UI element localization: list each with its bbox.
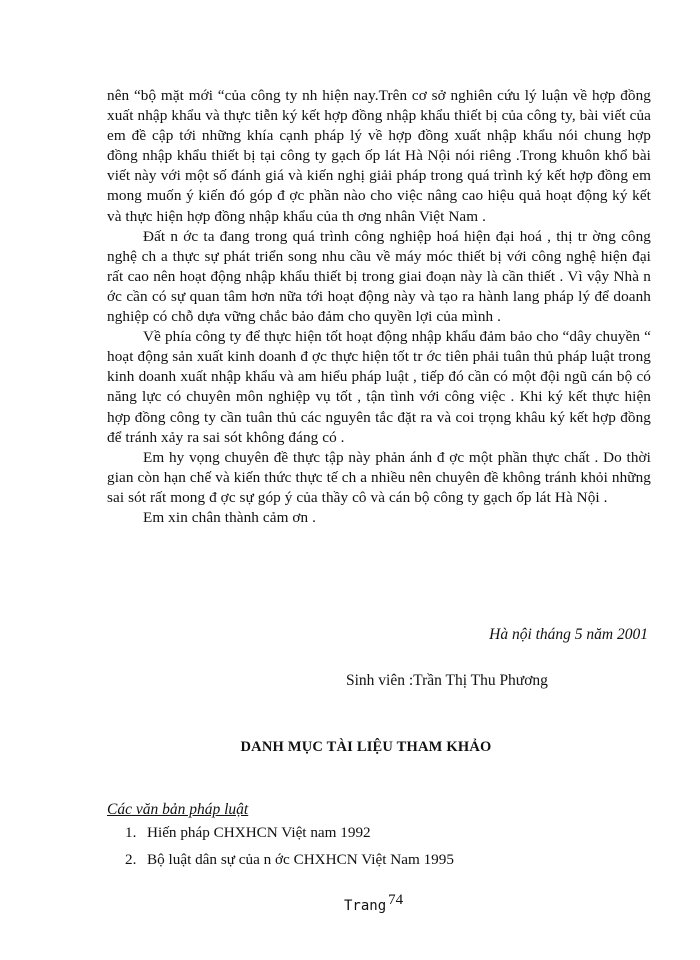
paragraph-3: Về phía công ty để thực hiện tốt hoạt động nhập khẩu đảm bảo cho “dây chuyền “ hoạt động sản xuất kinh doanh đ ợc thực hiện tốt tr ớc tiên phải tuân thủ pháp luật trong kinh doanh xuất nhập khẩu và am hiểu pháp luật , tiếp đó cần có một đội ngũ cán bộ có năng lực có chuyên môn nghiệp vụ tốt , tận tình với công việc . Khi ký kết thực hiện hợp đồng công ty cần tuân thủ các nguyên tắc đặt ra và coi trọng khâu ký kết hợp đồng để tránh xảy ra sai sót không đáng có . [107,328,651,446]
reference-text: Bộ luật dân sự của n ớc CHXHCN Việt Nam 1995 [147,851,454,868]
paragraph-4: Em hy vọng chuyên đề thực tập này phản ánh đ ợc một phần thực chất . Do thời gian còn hạn chế và kiến thức thực tế ch a nhiều nên chuyên đề không tránh khỏi những sai sót rất mong đ ợc sự góp ý của thầy cô và cán bộ công ty gạch ốp lát Hà Nội . [107,448,651,506]
reference-number: 2. [125,851,137,868]
date-line: Hà nội tháng 5 năm 2001 [489,626,648,643]
paragraph-5: Em xin chân thành cảm ơn . [143,508,317,526]
page-footer [344,892,404,915]
body-text [107,86,651,528]
reference-text: Hiến pháp CHXHCN Việt nam 1992 [147,824,371,841]
page-number: 74 [388,892,404,908]
paragraph-2: Đất n ớc ta đang trong quá trình công nghiệp hoá hiện đại hoá , thị tr ờng công nghệ ch a thực sự phát triển song nhu cầu về máy móc thiết bị với công nghệ hiện đại rất cao nên hoạt động nhập khẩu thiết bị trong giai đoạn này là cần thiết . Vì vậy Nhà n ớc cần có sự quan tâm hơn nữa tới hoạt động này và tạo ra hành lang pháp lý để doanh nghiệp có chỗ dựa vững chắc bảo đảm cho quyền lợi của mình . [107,227,651,326]
section-heading-legal-documents: Các văn bản pháp luật [107,801,249,818]
footer-label: Trang [344,898,387,914]
reference-number: 1. [125,824,137,841]
references-title [0,739,700,756]
reference-list [125,824,454,878]
reference-item-1 [125,824,454,851]
paragraph-1: nên “bộ mặt mới “của công ty nh hiện nay.Trên cơ sở nghiên cứu lý luận về hợp đồng xuất nhập khẩu và thực tiễn ký kết hợp đồng nhập khẩu thiết bị của công ty, bài viết của em đề cập tới những khía cạnh pháp lý về hợp đồng xuất nhập khẩu nói chung hợp đồng nhập khẩu thiết bị tại công ty gạch ốp lát Hà Nội nói riêng .Trong khuôn khổ bài viết này với một số đánh giá và kiến nghị giải pháp trong quá trình ký kết hợp đồng em mong muốn ý kiến đó góp đ ợc phần nào cho việc nâng cao hiệu quả hoạt động ký kết và thực hiện hợp đồng nhập khẩu của th ơng nhân Việt Nam . [107,87,651,225]
signature-line: Sinh viên :Trần Thị Thu Phương [346,672,548,689]
references-title-text: DANH MỤC TÀI LIỆU THAM KHẢO [240,739,492,755]
reference-item-2 [125,851,454,878]
